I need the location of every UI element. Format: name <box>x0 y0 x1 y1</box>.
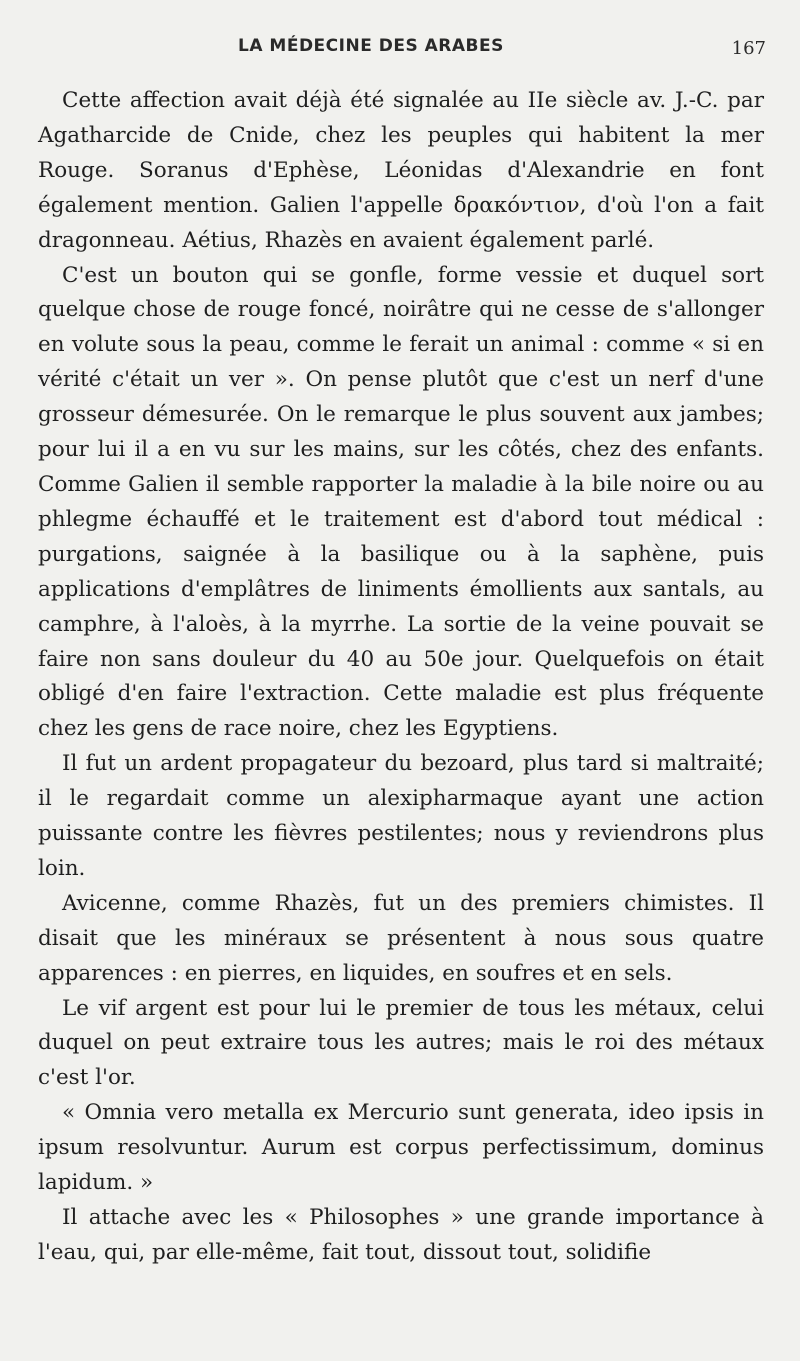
paragraph: « Omnia vero metalla ex Mercurio sunt generata, ideo ipsis in ipsum resolvuntur. Aurum est corpus perfectissimum, dominus lapidum. » <box>38 1100 764 1196</box>
page-header <box>0 36 800 66</box>
paragraph: C'est un bouton qui se gonfle, forme vessie et duquel sort quelque chose de rouge foncé, noirâtre qui ne cesse de s'allonger en volute sous la peau, comme le ferait un animal : comme « si en vérité c'était un ver ». On pense plutôt que c'est un nerf d'une grosseur démesurée. On le remarque le plus souvent aux jambes; pour lui il a en vu sur les mains, sur les côtés, chez des enfants. Comme Galien il semble rapporter la maladie à la bile noire ou au phlegme échauffé et le traitement est d'abord tout médical : purgations, saignée à la basilique ou à la saphène, puis applications d'emplâtres de liniments émollients aux santals, au camphre, à l'aloès, à la myrrhe. La sortie de la veine pouvait se faire non sans douleur du 40 au 50e jour. Quelquefois on était obligé d'en faire l'extraction. Cette maladie est plus fréquente chez les gens de race noire, chez les Egyptiens. <box>38 262 764 742</box>
paragraph: Il attache avec les « Philosophes » une grande importance à l'eau, qui, par elle-même, fait tout, dissout tout, solidifie <box>38 1205 764 1265</box>
page-number: 167 <box>731 38 766 59</box>
paragraph: Cette affection avait déjà été signalée au IIe siècle av. J.-C. par Agatharcide de Cnide, chez les peuples qui habitent la mer Rouge. Soranus d'Ephèse, Léonidas d'Alexandrie en font également mention. Galien l'appelle δρακόντιον, d'où l'on a fait dragonneau. Aétius, Rhazès en avaient également parlé. <box>38 88 764 253</box>
paragraph: Avicenne, comme Rhazès, fut un des premiers chimistes. Il disait que les minéraux se présentent à nous sous quatre apparences : en pierres, en liquides, en soufres et en sels. <box>38 890 764 986</box>
body-text <box>38 84 764 1271</box>
running-title: LA MÉDECINE DES ARABES <box>238 36 504 56</box>
paragraph: Il fut un ardent propagateur du bezoard, plus tard si maltraité; il le regardait comme un alexipharmaque ayant une action puissante contre les fièvres pestilentes; nous y reviendrons plus loin. <box>38 751 764 881</box>
paragraph: Le vif argent est pour lui le premier de tous les métaux, celui duquel on peut extraire tous les autres; mais le roi des métaux c'est l'or. <box>38 995 764 1091</box>
